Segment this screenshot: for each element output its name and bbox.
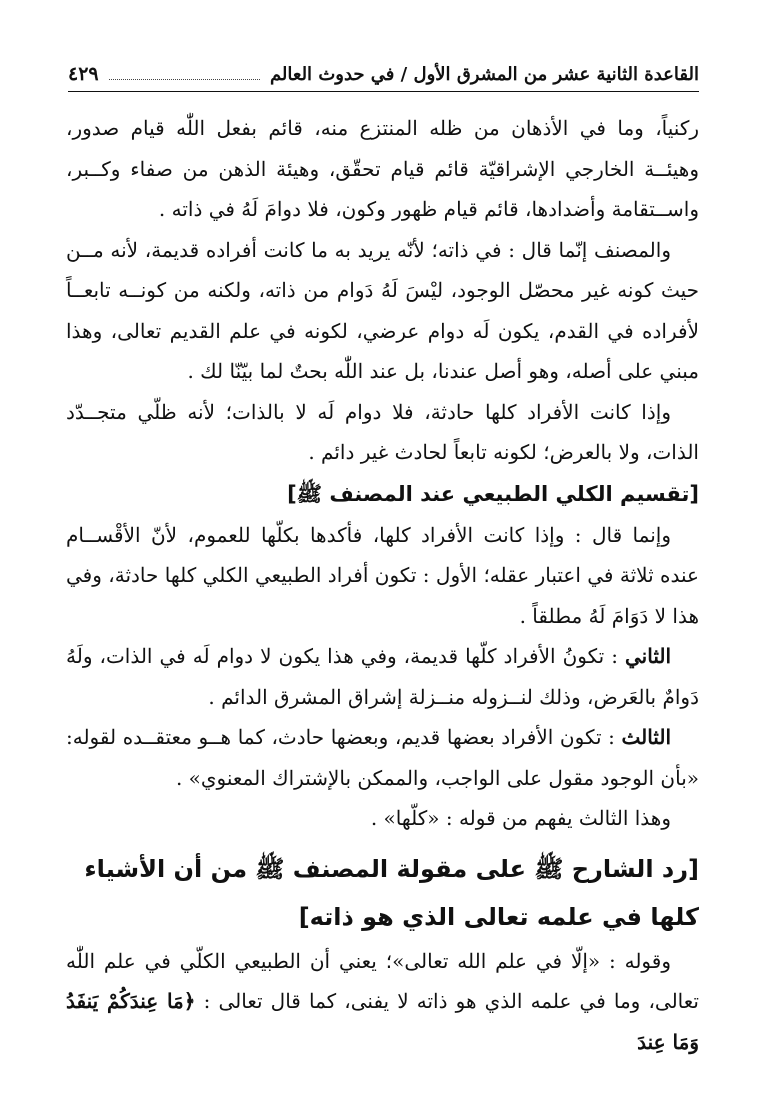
paragraph-5-text: : تكونُ الأفراد كلّها قديمة، وفي هذا يكون لا دوام لَه في الذات، ولَهُ دَوامٌ بالعَرض، وذلك لنــزوله منــزلة إشراق المشرق الدائم . (66, 644, 699, 709)
section-heading-2: [رد الشارح ﷺ على مقولة المصنف ﷺ من أن الأشياء كلها في علمه تعالى الذي هو ذاته] (84, 854, 699, 931)
paragraph-3: وإذا كانت الأفراد كلها حادثة، فلا دوام لَه لا بالذات؛ لأنه ظلّي متجــدّد الذات، ولا بالعرض؛ لكونه تابعاً لحادث غير دائم . (66, 399, 699, 464)
section-heading-1: [تقسيم الكلي الطبيعي عند المصنف ﷺ] (287, 481, 699, 506)
header-leader-dots (109, 79, 260, 80)
paragraph-8 (66, 941, 699, 1063)
paragraph-6-lead: الثالث (621, 725, 671, 749)
running-header (68, 58, 699, 92)
page-body (66, 108, 699, 1062)
paragraph-5-lead: الثاني (624, 644, 671, 668)
paragraph-2: والمصنف إنّما قال : في ذاته؛ لأنّه يريد به ما كانت أفراده قديمة، لأنه مــن حيث كونه غير محصّل الوجود، ليْسَ لَهُ دَوام من ذاته، ولكنه من كونــه تابعــاً لأفراده في القدم، يكون لَه دوام عرضي، لكونه في علم القديم تعالى، وهذا مبني على أصله، وهو أصل عندنا، بل عند اللّٰه بحتٌ لما بيّنّا لك . (66, 237, 700, 383)
paragraph-8-text: وقوله : «إلّا في علم الله تعالى»؛ يعني أن الطبيعي الكلّي في علم اللّٰه تعالى، وما في علمه الذي هو ذاته لا يفنى، كما قال تعالى : (66, 948, 699, 1013)
paragraph-6-text: : تكون الأفراد بعضها قديم، وبعضها حادث، كما هــو معتقــده لقوله: «بأن الوجود مقول على الواجب، والممكن بالإشتراك المعنوي» . (66, 725, 699, 790)
paragraph-5 (66, 636, 699, 717)
paragraph-1: ركنياً، وما في الأذهان من ظله المنتزع منه، قائم بفعل اللّٰه قيام صدور، وهيئــة الخارجي الإشراقيّة قائم قيام تحقّق، وهيئة الذهن من صفاء وكــبر، واســتقامة وأضدادها، قائم قيام ظهور وكون، فلا دوامَ لَهُ في ذاته . (66, 116, 699, 221)
paragraph-6 (66, 717, 699, 798)
quran-quote: ﴿مَا عِندَكُمْ يَنفَدُ وَمَا عِندَ (66, 989, 699, 1054)
paragraph-4: وإنما قال : وإذا كانت الأفراد كلها، فأكدها بكلّها للعموم، لأنّ الأقْســام عنده ثلاثة في اعتبار عقله؛ الأول : تكون أفراد الطبيعي الكلي كلها حادثة، وفي هذا لا دَوَامَ لَهُ مطلقاً . (66, 522, 699, 628)
page-number: ٤٢٩ (68, 63, 99, 85)
paragraph-7: وهذا الثالث يفهم من قوله : «كلّها» . (370, 806, 671, 830)
running-title: القاعدة الثانية عشر من المشرق الأول / في حدوث العالم (269, 64, 699, 85)
